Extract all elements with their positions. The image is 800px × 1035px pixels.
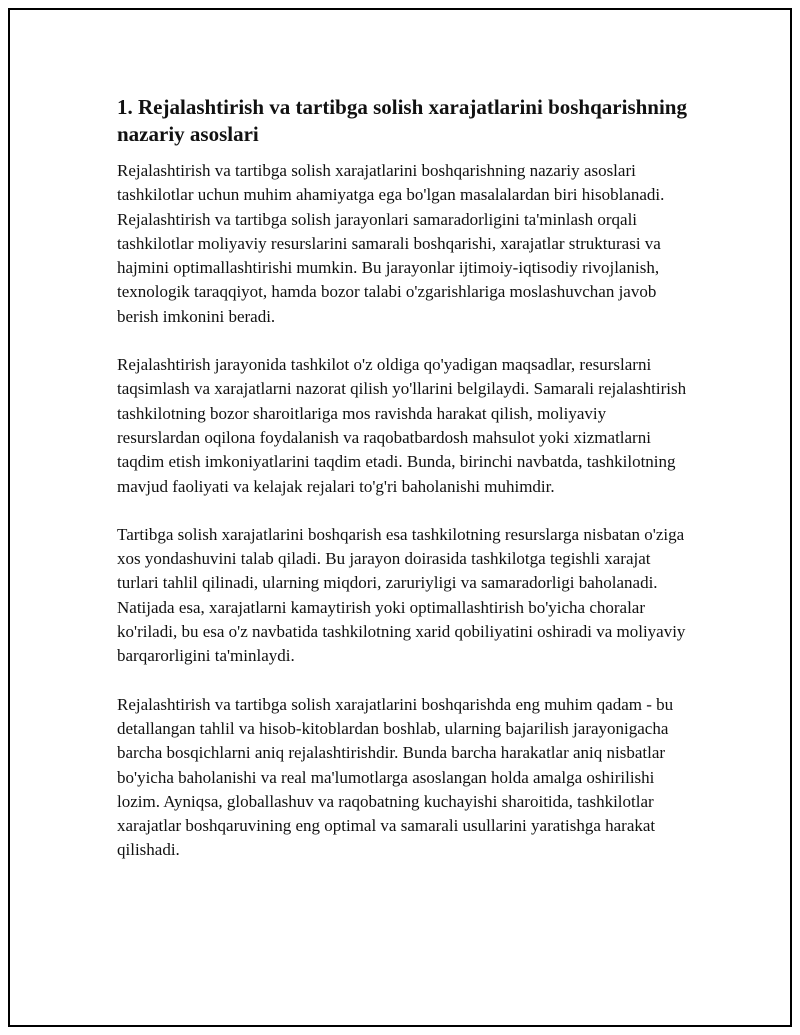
document-body bbox=[117, 94, 689, 887]
paragraph-3: Tartibga solish xarajatlarini boshqarish esa tashkilotning resurslarga nisbatan o'ziga xos yondashuvini talab qiladi. Bu jarayon doirasida tashkilotga tegishli xarajat turlari tahlil qilinadi, ularning miqdori, zaruriyligi va samaradorligi baholanadi. Natijada esa, xarajatlarni kamaytirish yoki optimallashtirish bo'yicha choralar ko'riladi, bu esa o'z navbatida tashkilotning xarid qobiliyatini oshiradi va moliyaviy barqarorligini ta'minlaydi. bbox=[117, 524, 686, 666]
paragraph-4: Rejalashtirish va tartibga solish xarajatlarini boshqarishda eng muhim qadam - bu detallangan tahlil va hisob-kitoblardan boshlab, ularning bajarilish jarayonigacha barcha bosqichlarni aniq rejalashtirishdir. Bunda barcha harakatlar aniq nisbatlar bo'yicha baholanishi va real ma'lumotlarga asoslangan holda amalga oshirilishi lozim. Ayniqsa, globallashuv va raqobatning kuchayishi sharoitida, tashkilotlar xarajatlar boshqaruvining eng optimal va samarali usullarini yaratishga harakat qilishadi. bbox=[117, 694, 674, 860]
paragraph-2: Rejalashtirish jarayonida tashkilot o'z oldiga qo'yadigan maqsadlar, resurslarni taqsimlash va xarajatlarni nazorat qilish yo'llarini belgilaydi. Samarali rejalashtirish tashkilotning bozor sharoitlariga mos ravishda harakat qilish, moliyaviy resurslardan oqilona foydalanish va raqobatbardosh mahsulot yoki xizmatlarni taqdim etish imkoniyatlarini taqdim etadi. Bunda, birinchi navbatda, tashkilotning mavjud faoliyati va kelajak rejalari to'g'ri baholanishi muhimdir. bbox=[117, 355, 687, 496]
section-heading: 1. Rejalashtirish va tartibga solish xarajatlarini boshqarishning nazariy asoslari bbox=[117, 95, 687, 146]
paragraph-1: Rejalashtirish va tartibga solish xarajatlarini boshqarishning nazariy asoslari tashkilotlar uchun muhim ahamiyatga ega bo'lgan masalalardan biri hisoblanadi. Rejalashtirish va tartibga solish jarayonlari samaradorligini ta'minlash orqali tashkilotlar moliyaviy resurslarini samarali boshqarishi, xarajatlar strukturasi va hajmini optimallashtirishi mumkin. Bu jarayonlar ijtimoiy-iqtisodiy rivojlanish, texnologik taraqqiyot, hamda bozor talabi o'zgarishlariga moslashuvchan javob berish imkonini beradi. bbox=[117, 161, 665, 326]
